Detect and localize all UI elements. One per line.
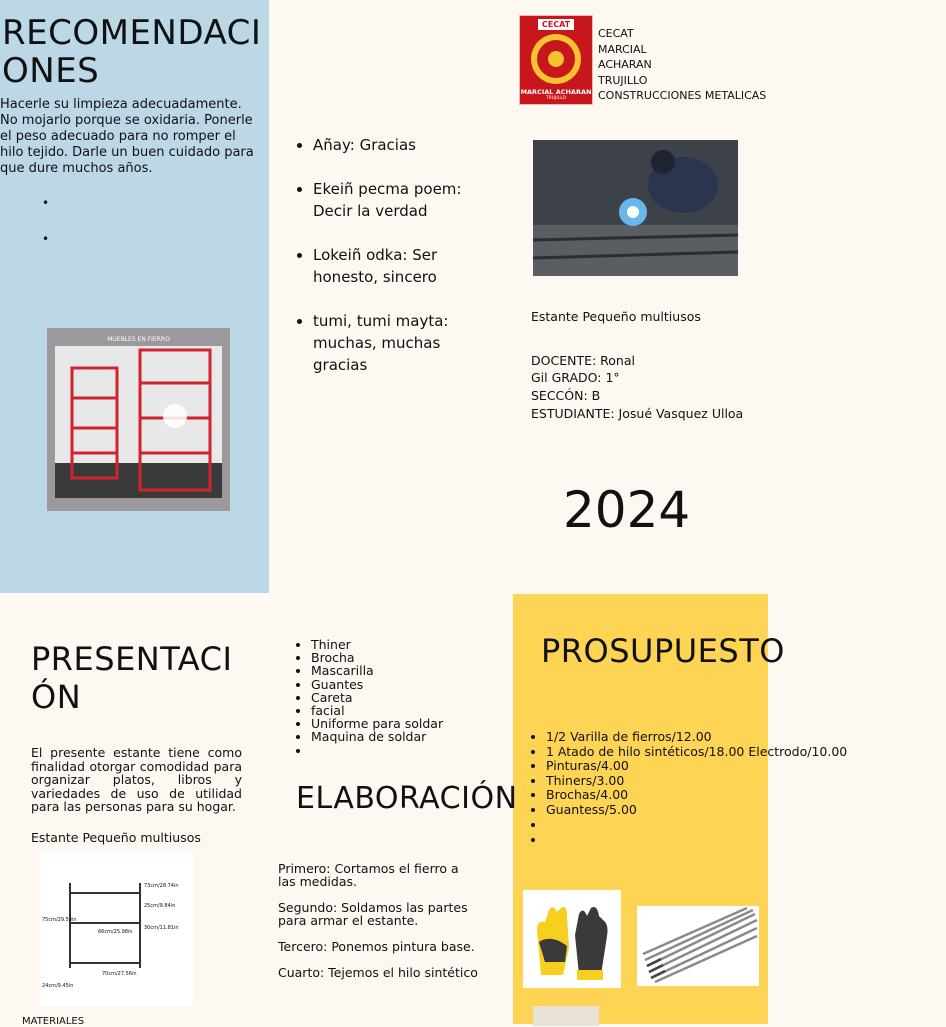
elaboracion-steps <box>278 862 478 979</box>
material-item: • Guantes <box>311 678 511 691</box>
phrases-list <box>300 134 483 376</box>
recomendaciones-title: RECOMENDACIONES <box>2 13 262 91</box>
photo-caption: MUEBLES EN FIERRO <box>107 336 170 343</box>
presupuesto-content <box>513 594 848 1024</box>
presentacion-caption: Estante Pequeño multiusos <box>31 830 201 845</box>
elaboracion-step: Segundo: Soldamos las partes para armar el estante. <box>278 900 468 928</box>
material-item: • Mascarilla <box>311 664 511 677</box>
welder-illustration <box>533 140 738 276</box>
dimension-label: 73cm/28.74in <box>144 883 179 889</box>
elaboracion-step: Tercero: Ponemos pintura base. <box>278 939 475 954</box>
estudiante: ESTUDIANTE: Josué Vasquez Ulloa <box>531 406 744 421</box>
material-item: • Thiner <box>311 638 511 651</box>
materiales-list <box>298 638 511 757</box>
cecat-logo <box>519 15 593 105</box>
material-item: • Brocha <box>311 651 511 664</box>
institution-line: CECAT <box>598 27 634 40</box>
institution-line: ACHARAN <box>598 58 652 71</box>
elaboracion-step: Cuarto: Tejemos el hilo sintético <box>278 965 478 980</box>
logo-sub-text: TRUJILLO <box>545 96 567 101</box>
material-item: • Uniforme para soldar <box>311 717 511 730</box>
budget-item <box>546 833 946 848</box>
budget-item: • 1 Atado de hilo sintéticos/18.00 Electrodo/10.00 <box>546 745 946 760</box>
institution-line: CONSTRUCCIONES METALICAS <box>598 89 767 102</box>
gloves-photo <box>523 890 621 988</box>
dimension-label: 25cm/9.84in <box>144 903 176 909</box>
presupuesto-list <box>533 730 946 848</box>
material-item <box>311 744 511 757</box>
metal-furniture-photo <box>47 328 230 511</box>
dimension-label: 24cm/9.45in <box>42 983 74 989</box>
material-item: • Maquina de soldar <box>311 730 511 743</box>
institution-line: TRUJILLO <box>598 73 648 87</box>
shelf-dimension-image <box>40 853 193 1006</box>
material-item: • facial <box>311 704 511 717</box>
seccion: SECCÓN: B <box>531 388 601 403</box>
metal-shelves-illustration <box>47 328 230 511</box>
empty-bullet: • <box>42 232 50 246</box>
recomendaciones-body: Hacerle su limpieza adecuadamente. No mojarlo porque se oxidaria. Ponerle el peso adecuado para no romper el hilo tejido. Darle un buen cuidado para que dure muchos años. <box>0 97 254 176</box>
grado: Gil GRADO: 1° <box>531 370 620 385</box>
logo-bottom-text: MARCIAL ACHARAN <box>520 88 592 96</box>
presentacion-title: PRESENTACIÓN <box>31 640 233 716</box>
budget-item: • 1/2 Varilla de fierros/12.00 <box>546 730 946 745</box>
elaboracion-step: Primero: Cortamos el fierro a las medidas. <box>278 861 459 889</box>
gear-emblem-icon <box>529 32 583 86</box>
mask-photo <box>533 1006 599 1026</box>
electrodes-illustration <box>637 906 759 986</box>
logo-top-text: CECAT <box>538 19 574 30</box>
phrase-item: • Añay: Gracias <box>313 134 483 156</box>
phrase-item: • Ekeiñ pecma poem: Decir la verdad <box>313 178 483 222</box>
material-item: • Careta <box>311 691 511 704</box>
dimension-label: 66cm/25.98in <box>98 929 133 935</box>
docente: DOCENTE: Ronal <box>531 353 635 368</box>
budget-item: • Pinturas/4.00 <box>546 759 946 774</box>
dimension-label: 30cm/11.81in <box>144 925 179 931</box>
phrase-item: • tumi, tumi mayta: muchas, muchas gracias <box>313 310 483 376</box>
presupuesto-title: PROSUPUESTO <box>541 632 785 670</box>
institution-lines <box>598 26 766 104</box>
electrodes-photo <box>637 906 759 986</box>
institution-line: MARCIAL <box>598 42 647 56</box>
dimension-label: 75cm/29.53in <box>42 917 77 923</box>
empty-bullet: • <box>42 196 50 210</box>
presentacion-body: El presente estante tiene como finalidad otorgar comodidad para organizar platos, libros y variedades de uso de utilidad para las personas para su hogar. <box>31 745 242 814</box>
budget-item: • Guantess/5.00 <box>546 803 946 818</box>
budget-item: • Brochas/4.00 <box>546 788 946 803</box>
dimension-label: 70cm/27.56in <box>102 971 137 977</box>
budget-item: • Thiners/3.00 <box>546 774 946 789</box>
year: 2024 <box>563 481 691 539</box>
budget-item <box>546 818 946 833</box>
elaboracion-title: ELABORACIÓN <box>296 781 518 816</box>
gloves-illustration <box>523 890 621 988</box>
welding-photo <box>533 140 738 276</box>
materiales-label: MATERIALES <box>22 1016 85 1027</box>
product-name: Estante Pequeño multiusos <box>531 309 701 324</box>
phrase-item: • Lokeiñ odka: Ser honesto, sincero <box>313 244 483 288</box>
